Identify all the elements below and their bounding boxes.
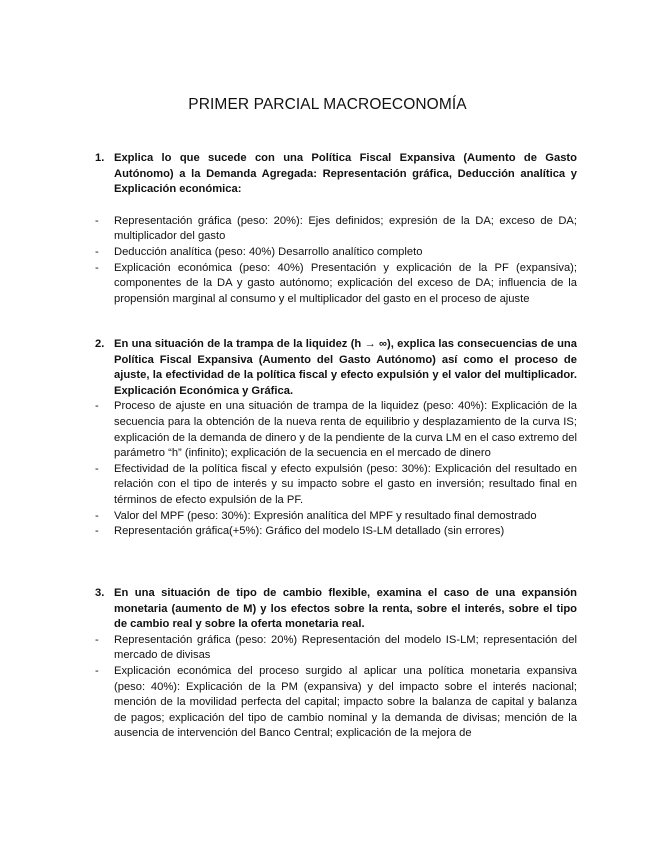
criteria-item bbox=[95, 261, 577, 308]
question-number: 3. bbox=[95, 587, 105, 599]
bullet-dash: - bbox=[95, 633, 99, 646]
bullet-dash: - bbox=[95, 664, 99, 677]
bullet-dash: - bbox=[95, 261, 99, 274]
criteria-item bbox=[95, 509, 577, 525]
question-number: 2. bbox=[95, 338, 105, 350]
question-2 bbox=[95, 337, 577, 540]
criteria-text: Explicación económica (peso: 40%) Presentación y explicación de la PF (expansiva); componentes de la DA y gasto autónomo; explicación del exceso de DA; influencia de la propensión marginal al consumo y el multiplicador del gasto en el proceso de ajuste bbox=[114, 261, 577, 305]
criteria-item bbox=[95, 462, 577, 509]
criteria-list bbox=[95, 399, 577, 539]
question-1 bbox=[95, 151, 577, 307]
criteria-text: Valor del MPF (peso: 30%): Expresión analítica del MPF y resultado final demostrado bbox=[114, 509, 537, 522]
criteria-text: Representación gráfica (peso: 20%) Representación del modelo IS-LM; representación del mercado de divisas bbox=[114, 633, 577, 662]
question-text: Explica lo que sucede con una Política Fiscal Expansiva (Aumento de Gasto Autónomo) a la Demanda Agregada: Representación gráfica, Deducción analítica y Explicación económica: bbox=[114, 152, 577, 196]
criteria-text: Deducción analítica (peso: 40%) Desarrollo analítico completo bbox=[114, 245, 423, 258]
criteria-list bbox=[95, 214, 577, 308]
document-title: PRIMER PARCIAL MACROECONOMÍA bbox=[188, 96, 467, 113]
bullet-dash: - bbox=[95, 245, 99, 258]
question-text: En una situación de la trampa de la liquidez (h → ∞), explica las consecuencias de una Política Fiscal Expansiva (Aumento del Gasto Autónomo) así como el proceso de ajuste, la efectividad de la política fiscal y efecto expulsión y el valor del multiplicador. Explicación Económica y Gráfica. bbox=[114, 338, 577, 397]
question-prompt bbox=[95, 586, 577, 633]
criteria-item bbox=[95, 633, 577, 664]
criteria-text: Proceso de ajuste en una situación de trampa de la liquidez (peso: 40%): Explicación de la secuencia para la obtención de la nueva renta de equilibrio y desplazamiento de la curva IS; explicación de la demanda de dinero y de la pendiente de la curva LM en el caso extremo del parámetro “h” (infinito); explicación de la secuencia en el mercado de dinero bbox=[114, 400, 577, 460]
criteria-text: Representación gráfica (peso: 20%): Ejes definidos; expresión de la DA; exceso de DA; multiplicador del gasto bbox=[114, 214, 577, 243]
question-prompt bbox=[95, 337, 577, 399]
criteria-item bbox=[95, 245, 577, 261]
criteria-item bbox=[95, 664, 577, 742]
question-prompt bbox=[95, 151, 577, 198]
bullet-dash: - bbox=[95, 462, 99, 475]
criteria-list bbox=[95, 633, 577, 742]
question-3 bbox=[95, 586, 577, 742]
question-text: En una situación de tipo de cambio flexible, examina el caso de una expansión monetaria (aumento de M) y los efectos sobre la renta, sobre el interés, sobre el tipo de cambio real y sobre la oferta monetaria real. bbox=[114, 587, 577, 631]
criteria-text: Efectividad de la política fiscal y efecto expulsión (peso: 30%): Explicación del resultado en relación con el tipo de interés y su impacto sobre el gasto en inversión; resultado final en términos de efecto expulsión de la PF. bbox=[114, 462, 577, 506]
criteria-item bbox=[95, 399, 577, 461]
bullet-dash: - bbox=[95, 214, 99, 227]
criteria-text: Representación gráfica(+5%): Gráfico del modelo IS-LM detallado (sin errores) bbox=[114, 525, 505, 538]
criteria-item bbox=[95, 214, 577, 245]
criteria-text: Explicación económica del proceso surgido al aplicar una política monetaria expansiva (peso: 40%): Explicación de la PM (expansiva) y del impacto sobre el interés nacional; mención de la movilidad perfecta del capital; impacto sobre la balanza de capital y balanza de pagos; explicación del tipo de cambio nominal y la demanda de divisas; mención de la ausencia de intervención del Banco Central; explicación de la mejora de bbox=[114, 664, 577, 740]
bullet-dash: - bbox=[95, 509, 99, 522]
question-number: 1. bbox=[95, 152, 105, 164]
bullet-dash: - bbox=[95, 525, 99, 538]
bullet-dash: - bbox=[95, 400, 99, 413]
criteria-item bbox=[95, 524, 577, 540]
